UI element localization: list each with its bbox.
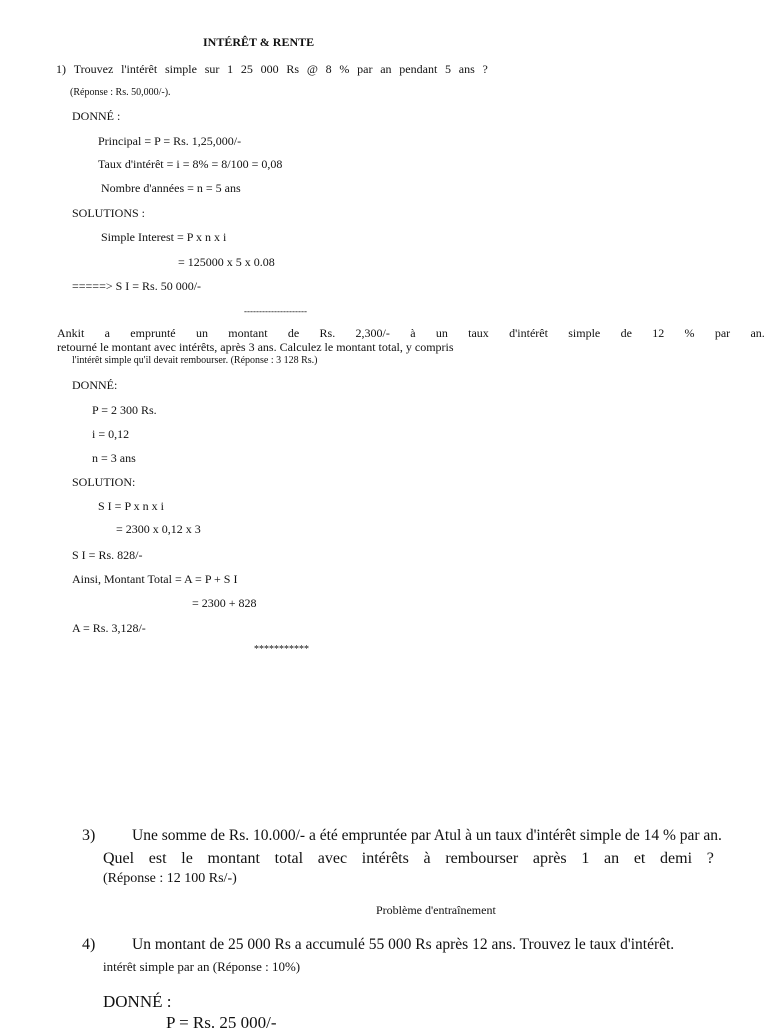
q3-line2-word: an: [604, 850, 620, 867]
q2-total: A = Rs. 3,128/-: [72, 621, 146, 635]
q1-separator: ---------------------: [244, 306, 307, 316]
q2-line2: retourné le montant avec intérêts, après 3 ans. Calculez le montant total, y compris: [57, 340, 454, 354]
q1-question-word: 1: [227, 62, 234, 76]
q2-formula: S I = P x n x i: [98, 499, 164, 513]
q3-line2-word: Quel: [103, 850, 135, 867]
q2-calc: = 2300 x 0,12 x 3: [116, 522, 201, 536]
q1-calc: = 125000 x 5 x 0.08: [178, 255, 275, 269]
q2-given-label: DONNÉ:: [72, 378, 118, 392]
q2-line1-word: 2,300/-: [355, 326, 390, 340]
q4-line2: intérêt simple par an (Réponse : 10%): [103, 959, 301, 974]
q1-question-word: %: [339, 62, 350, 76]
q1-given-rate: Taux d'intérêt = i = 8% = 8/100 = 0,08: [98, 157, 283, 171]
practice-title: Problème d'entraînement: [376, 903, 496, 917]
q1-question-word: @: [306, 62, 318, 76]
q2-line1-word: an.: [750, 326, 765, 340]
q1-question-word: sur: [204, 62, 220, 76]
q4-given-label: DONNÉ :: [103, 992, 172, 1011]
q1-question: [56, 62, 488, 76]
q1-solution-label: SOLUTIONS :: [72, 206, 146, 220]
q3-answer: (Réponse : 12 100 Rs/-): [103, 871, 237, 886]
q2-line1-word: un: [435, 326, 448, 340]
q2-line3: l'intérêt simple qu'il devait rembourser. (Réponse : 3 128 Rs.): [72, 355, 318, 366]
q2-line1-word: %: [684, 326, 695, 340]
q3-line2-word: demi: [660, 850, 693, 867]
q4-line1: Un montant de 25 000 Rs a accumulé 55 000 Rs après 12 ans. Trouvez le taux d'intérêt.: [132, 936, 675, 953]
q1-question-word: pendant: [399, 62, 438, 76]
q3-line2-word: à: [423, 850, 431, 867]
q2-line1-word: emprunté: [130, 326, 176, 340]
q3-line2-word: avec: [317, 850, 348, 867]
q2-line1-word: taux: [468, 326, 489, 340]
q1-question-word: 000: [260, 62, 279, 76]
q3-line2-word: intérêts: [361, 850, 409, 867]
q3-line2-word: après: [532, 850, 567, 867]
q1-question-word: an: [380, 62, 392, 76]
q3-line2-word: est: [148, 850, 167, 867]
q1-question-word: simple: [164, 62, 197, 76]
q3-line2-word: le: [181, 850, 193, 867]
q2-line1-word: à: [410, 326, 416, 340]
q3-number: 3): [82, 827, 96, 844]
q1-question-word: Trouvez: [73, 62, 114, 76]
q1-question-word: 5: [445, 62, 452, 76]
q1-formula: Simple Interest = P x n x i: [101, 230, 227, 244]
q2-total-formula: Ainsi, Montant Total = A = P + S I: [72, 572, 238, 586]
q1-question-word: ans: [458, 62, 475, 76]
q2-solution-label: SOLUTION:: [72, 475, 136, 489]
q1-answer: (Réponse : Rs. 50,000/-).: [70, 87, 171, 98]
q1-result: =====> S I = Rs. 50 000/-: [72, 279, 202, 293]
q1-question-word: 1): [56, 62, 66, 76]
q1-given-years: Nombre d'années = n = 5 ans: [101, 181, 241, 195]
q1-question-word: l'intérêt: [121, 62, 158, 76]
q2-line1-word: a: [104, 326, 110, 340]
q2-given-n: n = 3 ans: [92, 451, 136, 465]
q1-given-label: DONNÉ :: [72, 109, 121, 123]
q4-number: 4): [82, 936, 96, 953]
q2-line1-word: un: [195, 326, 208, 340]
page-title: INTÉRÊT & RENTE: [203, 35, 315, 49]
q3-line2-word: ?: [706, 850, 714, 867]
q3-line2-word: montant: [207, 850, 260, 867]
q2-given-i: i = 0,12: [92, 427, 130, 441]
q2-line1-word: de: [620, 326, 632, 340]
q2-line1-word: de: [287, 326, 300, 340]
q2-line1-word: montant: [228, 326, 268, 340]
q1-question-word: ?: [482, 62, 488, 76]
q2-line1: [57, 326, 765, 340]
q2-line1-word: par: [714, 326, 731, 340]
q2-line1-word: Rs.: [319, 326, 336, 340]
q2-line1-word: simple: [568, 326, 601, 340]
q1-question-word: Rs: [286, 62, 300, 76]
q1-question-word: par: [357, 62, 373, 76]
q2-line1-word: d'intérêt: [509, 326, 548, 340]
q2-si: S I = Rs. 828/-: [72, 548, 143, 562]
q2-line1-word: Ankit: [57, 326, 85, 340]
q3-line2-word: et: [633, 850, 646, 867]
q3-line2-word: total: [274, 850, 304, 867]
q4-given-p: P = Rs. 25 000/-: [166, 1013, 277, 1032]
q2-line1-word: 12: [652, 326, 665, 340]
q3-line2-word: rembourser: [445, 850, 519, 867]
q1-question-word: 8: [325, 62, 332, 76]
q2-total-calc: = 2300 + 828: [192, 596, 257, 610]
q1-question-word: 25: [240, 62, 253, 76]
q3-line2-word: 1: [581, 850, 590, 867]
q1-given-principal: Principal = P = Rs. 1,25,000/-: [98, 134, 242, 148]
q3-line2: [103, 849, 714, 869]
q2-given-p: P = 2 300 Rs.: [92, 403, 157, 417]
q2-separator: ***********: [254, 644, 309, 655]
q3-line1: Une somme de Rs. 10.000/- a été empruntée par Atul à un taux d'intérêt simple de 14 % par an.: [132, 827, 722, 844]
